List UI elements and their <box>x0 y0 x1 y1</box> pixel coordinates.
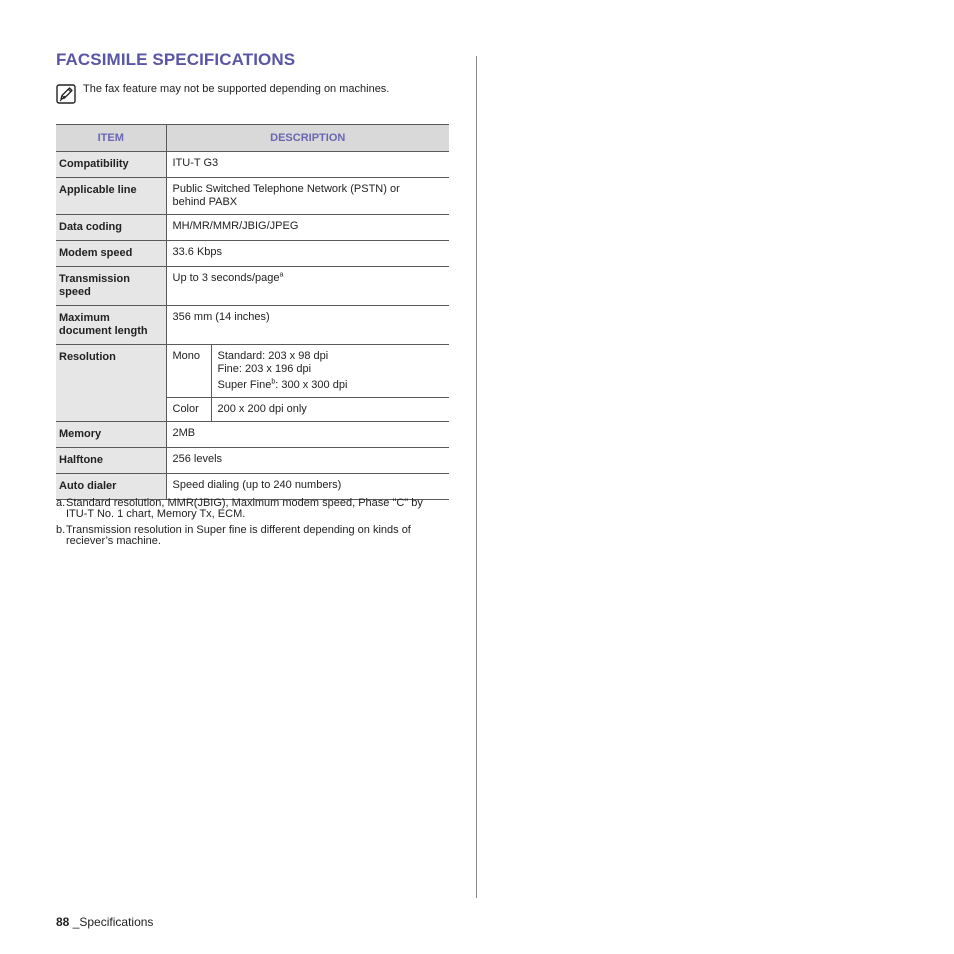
header-description: DESCRIPTION <box>166 125 449 152</box>
resolution-super-fine: Super Fine$^b$: 300 x 300 dpi <box>217 378 348 391</box>
footnote-b <box>56 525 446 547</box>
column-divider <box>476 56 477 898</box>
row-desc-max-document-length: 356 mm (14 inches) <box>166 306 449 345</box>
table-header <box>56 125 449 152</box>
table-row <box>56 241 449 267</box>
resolution-color-value: 200 x 200 dpi only <box>211 398 449 422</box>
footnote-text: Standard resolution, MMR(JBIG), Maximum modem speed, Phase "C" by ITU-T No. 1 chart, Memory Tx, ECM. <box>66 497 423 520</box>
table-row <box>56 306 449 345</box>
row-desc-compatibility: ITU-T G3 <box>166 152 449 178</box>
page-number: 88 <box>56 915 70 929</box>
page-title: FACSIMILE SPECIFICATIONS <box>56 50 296 69</box>
row-desc-data-coding: MH/MR/MMR/JBIG/JPEG <box>166 215 449 241</box>
resolution-mono-label: Mono <box>166 345 211 398</box>
footnote-mark: b. <box>56 524 66 536</box>
note-text: The fax feature may not be supported depending on machines. <box>83 83 390 95</box>
row-item-modem-speed: Modem speed <box>56 241 166 267</box>
row-desc-applicable-line: Public Switched Telephone Network (PSTN) or behind PABX <box>166 178 449 215</box>
footnote-ref-a: a <box>279 271 284 279</box>
spec-table <box>56 124 449 500</box>
table-row <box>56 422 449 448</box>
row-item-resolution: Resolution <box>56 345 166 422</box>
page-footer <box>56 915 153 929</box>
footnote-ref-b: b <box>271 378 276 386</box>
footnote-text: Transmission resolution in Super fine is different depending on kinds of reciever’s machine. <box>66 524 411 547</box>
resolution-standard: Standard: 203 x 98 dpi <box>217 350 329 362</box>
resolution-mono-values <box>211 345 449 398</box>
row-item-data-coding: Data coding <box>56 215 166 241</box>
row-desc-halftone: 256 levels <box>166 448 449 474</box>
table-row <box>56 345 449 398</box>
row-desc-auto-dialer: Speed dialing (up to 240 numbers) <box>166 474 449 500</box>
footnotes <box>56 498 446 552</box>
row-item-auto-dialer: Auto dialer <box>56 474 166 500</box>
row-desc-memory: 2MB <box>166 422 449 448</box>
row-item-applicable-line: Applicable line <box>56 178 166 215</box>
table-row <box>56 267 449 306</box>
resolution-fine: Fine: 203 x 196 dpi <box>217 363 312 375</box>
table-row <box>56 152 449 178</box>
resolution-color-label: Color <box>166 398 211 422</box>
table-row <box>56 178 449 215</box>
transmission-speed-value: Up to 3 seconds/page <box>172 272 280 284</box>
table-row <box>56 215 449 241</box>
row-item-compatibility: Compatibility <box>56 152 166 178</box>
table-row <box>56 474 449 500</box>
row-item-halftone: Halftone <box>56 448 166 474</box>
table-row <box>56 448 449 474</box>
row-item-memory: Memory <box>56 422 166 448</box>
footnote-a <box>56 498 446 520</box>
note-pencil-icon <box>56 84 76 104</box>
row-item-max-document-length: Maximum document length <box>56 306 166 345</box>
header-item: ITEM <box>56 125 166 152</box>
footer-section: _Specifications <box>72 915 154 929</box>
note <box>56 82 456 106</box>
row-desc-transmission-speed <box>166 267 449 306</box>
footnote-mark: a. <box>56 497 66 509</box>
row-desc-modem-speed: 33.6 Kbps <box>166 241 449 267</box>
row-item-transmission-speed: Transmission speed <box>56 267 166 306</box>
